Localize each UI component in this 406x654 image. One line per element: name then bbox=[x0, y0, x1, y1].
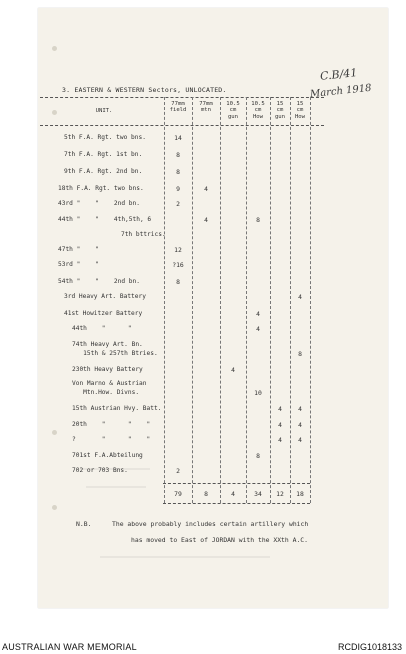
row-label: 9th F.A. Rgt. 2nd bn. bbox=[64, 168, 143, 175]
total-cell: 18 bbox=[296, 490, 304, 498]
row-label: 47th " " bbox=[58, 246, 99, 253]
handwritten-reference: C.B/41 bbox=[319, 66, 358, 83]
row-label: 20th " " " bbox=[72, 421, 151, 428]
section-heading: 3. EASTERN & WESTERN Sectors, UNLOCATED. bbox=[62, 86, 227, 94]
row-label: 54th " " 2nd bn. bbox=[58, 278, 140, 285]
row-label: 41st Howitzer Battery bbox=[64, 310, 143, 317]
row-label: 18th F.A. Rgt. two bns. bbox=[58, 185, 144, 192]
row-label: 15th & 257th Btries. bbox=[72, 350, 158, 357]
table-cell: ?16 bbox=[172, 261, 184, 269]
table-cell: 4 bbox=[256, 325, 260, 333]
punch-hole bbox=[52, 505, 57, 510]
header-10-5cm-how: 10.5 cm How bbox=[251, 101, 265, 120]
table-rule-column bbox=[220, 97, 221, 503]
faded-text-trace bbox=[80, 468, 150, 470]
table-cell: 8 bbox=[176, 151, 180, 159]
table-cell: 4 bbox=[278, 436, 282, 444]
table-cell: 4 bbox=[256, 310, 260, 318]
table-rule-column bbox=[310, 97, 311, 503]
header-10-5cm-gun: 10.5 cm gun bbox=[226, 101, 240, 120]
row-label: 230th Heavy Battery bbox=[72, 366, 143, 373]
faded-text-trace bbox=[100, 556, 270, 558]
table-cell: 8 bbox=[256, 452, 260, 460]
table-cell: 8 bbox=[298, 350, 302, 358]
faded-text-trace bbox=[86, 486, 146, 488]
table-cell: 12 bbox=[174, 246, 182, 254]
table-cell: 4 bbox=[204, 185, 208, 193]
table-cell: 2 bbox=[176, 467, 180, 475]
header-15cm-gun: 15 cm gun bbox=[274, 101, 286, 120]
footer-institution: AUSTRALIAN WAR MEMORIAL bbox=[2, 642, 137, 652]
table-cell: 14 bbox=[174, 134, 182, 142]
table-cell: 2 bbox=[176, 200, 180, 208]
note-line-2: has moved to East of JORDAN with the XXth A.C. bbox=[131, 536, 308, 544]
table-cell: 10 bbox=[254, 389, 262, 397]
row-label: 74th Heavy Art. Bn. bbox=[72, 341, 143, 348]
table-cell: 4 bbox=[298, 421, 302, 429]
total-cell: 8 bbox=[204, 490, 208, 498]
total-cell: 4 bbox=[231, 490, 235, 498]
table-cell: 4 bbox=[278, 405, 282, 413]
punch-hole bbox=[52, 46, 57, 51]
note-line-1: The above probably includes certain artillery which bbox=[112, 520, 309, 528]
row-label: 44th " " 4th,5th, 6 bbox=[58, 216, 152, 223]
document-page bbox=[38, 8, 388, 608]
row-label: 53rd " " bbox=[58, 261, 99, 268]
table-cell: 4 bbox=[298, 405, 302, 413]
punch-hole bbox=[52, 110, 57, 115]
row-label: 702 or 703 Bns. bbox=[72, 467, 128, 474]
row-label: 7th F.A. Rgt. 1st bn. bbox=[64, 151, 143, 158]
row-label: 701st F.A.Abteilung bbox=[72, 452, 143, 459]
header-unit: UNIT. bbox=[95, 108, 113, 114]
total-cell: 79 bbox=[174, 490, 182, 498]
header-77mm-mtn: 77mm mtn bbox=[199, 101, 213, 114]
table-rule-column bbox=[164, 97, 165, 503]
header-15cm-how: 15 cm How bbox=[294, 101, 306, 120]
table-rule-total-bottom bbox=[163, 503, 310, 504]
table-rule-total-top bbox=[163, 483, 310, 484]
table-cell: 4 bbox=[278, 421, 282, 429]
row-label: Von Marno & Austrian bbox=[72, 380, 147, 387]
handwritten-date: March 1918 bbox=[309, 82, 373, 101]
total-cell: 12 bbox=[276, 490, 284, 498]
table-cell: 8 bbox=[176, 168, 180, 176]
row-label: 7th bttrics. bbox=[80, 231, 166, 238]
punch-hole bbox=[52, 430, 57, 435]
table-cell: 4 bbox=[204, 216, 208, 224]
table-cell: 9 bbox=[176, 185, 180, 193]
table-rule-top bbox=[40, 97, 324, 98]
row-label: 15th Austrian Hvy. Batt. bbox=[72, 405, 162, 412]
row-label: 5th F.A. Rgt. two bns. bbox=[64, 134, 146, 141]
note-label: N.B. bbox=[76, 520, 92, 528]
table-rule-header bbox=[40, 125, 324, 126]
header-77mm-field: 77mm field bbox=[169, 101, 187, 114]
table-cell: 8 bbox=[256, 216, 260, 224]
row-label: ? " " " bbox=[72, 436, 151, 443]
table-cell: 4 bbox=[231, 366, 235, 374]
row-label: 43rd " " 2nd bn. bbox=[58, 200, 140, 207]
footer-record-id: RCDIG1018133 bbox=[337, 642, 402, 652]
row-label: Mtn.How. Divns. bbox=[72, 389, 140, 396]
row-label: 3rd Heavy Art. Battery bbox=[64, 293, 146, 300]
table-cell: 4 bbox=[298, 436, 302, 444]
total-cell: 34 bbox=[254, 490, 262, 498]
table-rule-column bbox=[246, 97, 247, 503]
table-cell: 8 bbox=[176, 278, 180, 286]
row-label: 44th " " bbox=[72, 325, 132, 332]
table-rule-column bbox=[192, 97, 193, 503]
table-cell: 4 bbox=[298, 293, 302, 301]
